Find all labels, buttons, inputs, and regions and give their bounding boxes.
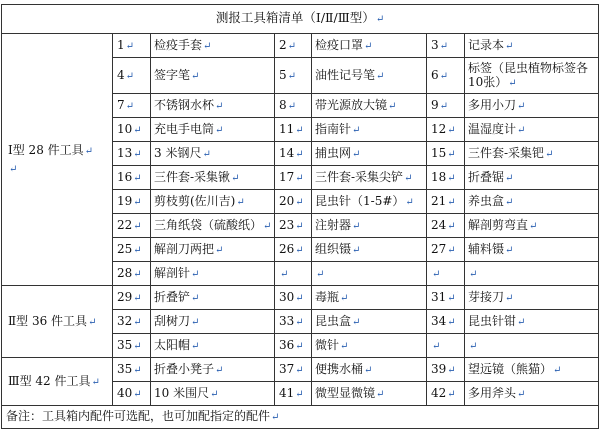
- item-name-cell: [312, 166, 427, 190]
- paragraph-mark-icon: ↵: [439, 70, 449, 82]
- paragraph-mark-icon: ↵: [215, 364, 224, 376]
- item-name-cell: [151, 34, 275, 58]
- item-number-cell: [113, 118, 151, 142]
- tool-group-label: [2, 34, 113, 286]
- paragraph-mark-icon: ↵: [505, 172, 514, 184]
- item-name: 便携水桶: [315, 361, 364, 376]
- item-name: 多用斧头: [468, 385, 517, 400]
- footnote-text: 备注：工具箱内配件可选配，也可加配指定的配件: [6, 409, 271, 423]
- paragraph-mark-icon: ↵: [545, 148, 554, 160]
- item-number-cell: [113, 190, 151, 214]
- item-name-cell: [151, 262, 275, 286]
- paragraph-mark-icon: ↵: [236, 196, 245, 208]
- item-name: 三件套-采集尖铲: [315, 169, 404, 184]
- item-number: 30: [279, 289, 295, 304]
- item-name: 3 米钢尺: [154, 145, 202, 160]
- item-number: 40: [117, 385, 133, 400]
- item-name-cell: [465, 214, 599, 238]
- item-name-cell: [465, 358, 599, 382]
- item-number-cell: [275, 214, 312, 238]
- paragraph-mark-icon: ↵: [439, 100, 449, 112]
- item-number-cell: [427, 382, 465, 406]
- paragraph-mark-icon: ↵: [280, 268, 289, 280]
- paragraph-mark-icon: ↵: [210, 388, 219, 400]
- paragraph-mark-icon: ↵: [133, 172, 142, 184]
- item-number: 2: [279, 37, 287, 52]
- item-name-cell: [465, 382, 599, 406]
- paragraph-mark-icon: ↵: [447, 292, 456, 304]
- item-number: 12: [431, 121, 447, 136]
- item-number: 34: [431, 313, 447, 328]
- item-name-cell: [312, 142, 427, 166]
- paragraph-mark-icon: ↵: [469, 340, 478, 352]
- item-number-cell: [113, 358, 151, 382]
- paragraph-mark-icon: ↵: [271, 412, 280, 423]
- paragraph-mark-icon: ↵: [295, 316, 304, 328]
- item-name-cell: [312, 118, 427, 142]
- item-number-cell: [275, 334, 312, 358]
- item-number: 11: [279, 121, 295, 136]
- item-number: 13: [117, 145, 133, 160]
- item-name: 带光源放大镜: [315, 97, 388, 112]
- document-title: [2, 5, 599, 34]
- note-row: [2, 406, 599, 429]
- paragraph-mark-icon: ↵: [88, 316, 97, 328]
- item-name: 养虫盒: [468, 193, 505, 208]
- item-name: 昆虫针钳: [468, 313, 517, 328]
- item-name: 折叠锯: [468, 169, 505, 184]
- paragraph-mark-icon: ↵: [287, 40, 297, 52]
- item-name: 10 米围尺: [154, 385, 210, 400]
- paragraph-mark-icon: ↵: [125, 70, 135, 82]
- item-name: 折叠小凳子: [154, 361, 215, 376]
- item-name-cell: [312, 310, 427, 334]
- paragraph-mark-icon: ↵: [517, 100, 526, 112]
- item-number: 39: [431, 361, 447, 376]
- item-name-cell: [465, 166, 599, 190]
- item-name: 检疫手套: [154, 37, 203, 52]
- item-name-cell: [312, 34, 427, 58]
- item-name: 三件套-采集锹: [154, 169, 231, 184]
- paragraph-mark-icon: ↵: [364, 40, 373, 52]
- table-row: [2, 34, 599, 58]
- paragraph-mark-icon: ↵: [295, 124, 304, 136]
- paragraph-mark-icon: ↵: [517, 124, 526, 136]
- item-number-cell: [427, 34, 465, 58]
- paragraph-mark-icon: ↵: [133, 148, 142, 160]
- paragraph-mark-icon: ↵: [133, 388, 142, 400]
- paragraph-mark-icon: ↵: [295, 388, 304, 400]
- tool-list-table: [1, 4, 599, 429]
- item-name: 昆虫盒: [315, 313, 352, 328]
- item-name-cell: [465, 238, 599, 262]
- item-number-cell: [275, 118, 312, 142]
- paragraph-mark-icon: ↵: [203, 40, 212, 52]
- paragraph-mark-icon: ↵: [469, 268, 478, 280]
- item-name: 充电手电筒: [154, 121, 215, 136]
- item-number-cell: [275, 34, 312, 58]
- item-name: 注射器: [315, 217, 352, 232]
- paragraph-mark-icon: ↵: [125, 100, 135, 112]
- item-name-cell: [312, 262, 427, 286]
- paragraph-mark-icon: ↵: [352, 316, 361, 328]
- paragraph-mark-icon: ↵: [447, 388, 456, 400]
- item-name: 折叠铲: [154, 289, 191, 304]
- item-name-cell: [151, 166, 275, 190]
- paragraph-mark-icon: ↵: [505, 196, 514, 208]
- item-number: 6: [431, 67, 439, 82]
- paragraph-mark-icon: ↵: [375, 14, 385, 25]
- item-number: 8: [279, 97, 287, 112]
- item-number-cell: [427, 142, 465, 166]
- item-name: 温湿度计: [468, 121, 517, 136]
- item-number: 29: [117, 289, 133, 304]
- item-number-cell: [427, 358, 465, 382]
- item-number-cell: [427, 94, 465, 118]
- item-name-cell: [312, 190, 427, 214]
- item-name: 昆虫针（1-5#）: [315, 193, 405, 208]
- item-number-cell: [275, 262, 312, 286]
- item-name: 标签（昆虫植物标签各10张）: [468, 60, 589, 89]
- item-number-cell: [427, 190, 465, 214]
- item-number-cell: [275, 382, 312, 406]
- item-number: 14: [279, 145, 295, 160]
- paragraph-mark-icon: ↵: [91, 376, 100, 388]
- paragraph-mark-icon: ↵: [133, 292, 142, 304]
- paragraph-mark-icon: ↵: [215, 100, 224, 112]
- item-number-cell: [113, 382, 151, 406]
- paragraph-mark-icon: ↵: [133, 316, 142, 328]
- paragraph-mark-icon: ↵: [133, 340, 142, 352]
- table-row: [2, 358, 599, 382]
- group-label-text: Ⅰ型 28 件工具: [8, 142, 84, 157]
- item-name-cell: [312, 214, 427, 238]
- item-number-cell: [113, 310, 151, 334]
- item-name: 多用小刀: [468, 97, 517, 112]
- paragraph-mark-icon: ↵: [505, 292, 514, 304]
- item-number: 10: [117, 121, 133, 136]
- table-row: [2, 286, 599, 310]
- paragraph-mark-icon: ↵: [215, 244, 224, 256]
- paragraph-mark-icon: ↵: [376, 388, 385, 400]
- item-name: 三角纸袋（硫酸纸）: [154, 217, 263, 232]
- paragraph-mark-icon: ↵: [340, 292, 349, 304]
- item-number-cell: [113, 142, 151, 166]
- paragraph-mark-icon: ↵: [352, 244, 361, 256]
- item-name-cell: [151, 190, 275, 214]
- item-number: 36: [279, 337, 295, 352]
- item-number-cell: [113, 286, 151, 310]
- paragraph-mark-icon: ↵: [295, 172, 304, 184]
- item-name: 指南针: [315, 121, 352, 136]
- item-number-cell: [427, 118, 465, 142]
- item-name-cell: [465, 94, 599, 118]
- item-name: 毒瓶: [315, 289, 340, 304]
- paragraph-mark-icon: ↵: [432, 268, 441, 280]
- item-number: 5: [279, 67, 287, 82]
- item-number-cell: [275, 94, 312, 118]
- paragraph-mark-icon: ↵: [202, 148, 211, 160]
- item-number: 24: [431, 217, 447, 232]
- item-number-cell: [427, 334, 465, 358]
- item-name: 解剖剪弯直: [468, 217, 529, 232]
- item-number: 21: [431, 193, 447, 208]
- item-name-cell: [312, 382, 427, 406]
- item-name-cell: [465, 334, 599, 358]
- item-name: 组织镊: [315, 241, 352, 256]
- item-number-cell: [275, 190, 312, 214]
- item-name: 望远镜（熊猫）: [468, 361, 553, 376]
- paragraph-mark-icon: ↵: [295, 196, 304, 208]
- item-number-cell: [427, 262, 465, 286]
- paragraph-mark-icon: ↵: [191, 70, 200, 82]
- item-name: 剪枝剪(佐川吉): [154, 193, 236, 208]
- item-name-cell: [465, 310, 599, 334]
- item-name: 签字笔: [154, 67, 191, 82]
- paragraph-mark-icon: ↵: [84, 145, 94, 157]
- paragraph-mark-icon: ↵: [447, 172, 456, 184]
- paragraph-mark-icon: ↵: [432, 340, 441, 352]
- item-name-cell: [465, 118, 599, 142]
- item-number-cell: [427, 166, 465, 190]
- item-number-cell: [113, 214, 151, 238]
- item-name: 捕虫网: [315, 145, 352, 160]
- paragraph-mark-icon: ↵: [447, 220, 456, 232]
- item-number: 17: [279, 169, 295, 184]
- item-name: 检疫口罩: [315, 37, 364, 52]
- paragraph-mark-icon: ↵: [447, 148, 456, 160]
- item-number: 15: [431, 145, 447, 160]
- item-name: 辅料镊: [468, 241, 505, 256]
- paragraph-mark-icon: ↵: [295, 292, 304, 304]
- paragraph-mark-icon: ↵: [295, 244, 304, 256]
- item-number: 42: [431, 385, 447, 400]
- item-name: 油性记号笔: [315, 67, 376, 82]
- item-number-cell: [113, 262, 151, 286]
- item-name: 解剖刀两把: [154, 241, 215, 256]
- item-name-cell: [465, 142, 599, 166]
- paragraph-mark-icon: ↵: [133, 364, 142, 376]
- item-number: 23: [279, 217, 295, 232]
- item-name-cell: [312, 334, 427, 358]
- item-number-cell: [113, 334, 151, 358]
- paragraph-mark-icon: ↵: [553, 364, 562, 376]
- item-name-cell: [151, 310, 275, 334]
- item-number-cell: [427, 286, 465, 310]
- paragraph-mark-icon: ↵: [447, 316, 456, 328]
- item-number: 31: [431, 289, 447, 304]
- item-number: 1: [117, 37, 125, 52]
- tool-group-label: [2, 286, 113, 358]
- paragraph-mark-icon: ↵: [125, 40, 135, 52]
- paragraph-mark-icon: ↵: [529, 220, 538, 232]
- title-text: 测报工具箱清单（Ⅰ/Ⅱ/Ⅲ型）: [215, 10, 375, 25]
- item-name-cell: [312, 58, 427, 94]
- item-name-cell: [151, 238, 275, 262]
- item-number: 22: [117, 217, 133, 232]
- paragraph-mark-icon: ↵: [191, 340, 200, 352]
- item-name: 刮树刀: [154, 313, 191, 328]
- item-name: 解剖针: [154, 265, 191, 280]
- paragraph-mark-icon: ↵: [9, 163, 18, 175]
- item-name-cell: [465, 34, 599, 58]
- item-number: 37: [279, 361, 295, 376]
- paragraph-mark-icon: ↵: [133, 220, 142, 232]
- item-number-cell: [427, 214, 465, 238]
- paragraph-mark-icon: ↵: [517, 388, 526, 400]
- item-name: 微针: [315, 337, 340, 352]
- item-number-cell: [275, 358, 312, 382]
- item-number: 28: [117, 265, 133, 280]
- item-number: 9: [431, 97, 439, 112]
- paragraph-mark-icon: ↵: [352, 124, 361, 136]
- item-name-cell: [465, 262, 599, 286]
- item-number: 19: [117, 193, 133, 208]
- paragraph-mark-icon: ↵: [263, 220, 272, 232]
- item-name-cell: [151, 58, 275, 94]
- item-number: 33: [279, 313, 295, 328]
- paragraph-mark-icon: ↵: [447, 364, 456, 376]
- tool-group-label: [2, 358, 113, 406]
- item-number: 16: [117, 169, 133, 184]
- paragraph-mark-icon: ↵: [133, 244, 142, 256]
- item-number: 20: [279, 193, 295, 208]
- paragraph-mark-icon: ↵: [316, 268, 325, 280]
- item-number: 18: [431, 169, 447, 184]
- item-name-cell: [151, 286, 275, 310]
- paragraph-mark-icon: ↵: [295, 340, 304, 352]
- paragraph-mark-icon: ↵: [364, 364, 373, 376]
- paragraph-mark-icon: ↵: [404, 172, 413, 184]
- paragraph-mark-icon: ↵: [447, 124, 456, 136]
- item-name-cell: [151, 382, 275, 406]
- paragraph-mark-icon: ↵: [191, 316, 200, 328]
- item-number: 25: [117, 241, 133, 256]
- group-label-text: Ⅲ型 42 件工具: [8, 373, 91, 388]
- paragraph-mark-icon: ↵: [191, 292, 200, 304]
- item-number: 41: [279, 385, 295, 400]
- item-name: 微型显微镜: [315, 385, 376, 400]
- item-number-cell: [427, 310, 465, 334]
- item-number-cell: [275, 142, 312, 166]
- item-name-cell: [465, 286, 599, 310]
- item-number: 3: [431, 37, 439, 52]
- item-number-cell: [275, 58, 312, 94]
- title-row: [2, 5, 599, 34]
- paragraph-mark-icon: ↵: [133, 124, 142, 136]
- item-name: 三件套-采集钯: [468, 145, 545, 160]
- paragraph-mark-icon: ↵: [287, 70, 297, 82]
- item-name-cell: [151, 214, 275, 238]
- item-number: 7: [117, 97, 125, 112]
- paragraph-mark-icon: ↵: [215, 124, 224, 136]
- paragraph-mark-icon: ↵: [376, 70, 385, 82]
- paragraph-mark-icon: ↵: [388, 100, 397, 112]
- item-number: 35: [117, 337, 133, 352]
- item-number-cell: [275, 166, 312, 190]
- paragraph-mark-icon: ↵: [231, 172, 240, 184]
- paragraph-mark-icon: ↵: [517, 316, 526, 328]
- paragraph-mark-icon: ↵: [295, 364, 304, 376]
- paragraph-mark-icon: ↵: [447, 244, 456, 256]
- paragraph-mark-icon: ↵: [439, 40, 449, 52]
- item-number: 26: [279, 241, 295, 256]
- item-name: 记录本: [468, 37, 505, 52]
- item-number-cell: [275, 310, 312, 334]
- paragraph-mark-icon: ↵: [191, 268, 200, 280]
- item-number-cell: [427, 58, 465, 94]
- item-name-cell: [312, 358, 427, 382]
- item-number-cell: [275, 238, 312, 262]
- paragraph-mark-icon: ↵: [352, 148, 361, 160]
- item-number: 32: [117, 313, 133, 328]
- item-number-cell: [427, 238, 465, 262]
- paragraph-mark-icon: ↵: [505, 244, 514, 256]
- item-name-cell: [465, 190, 599, 214]
- paragraph-mark-icon: ↵: [295, 148, 304, 160]
- paragraph-mark-icon: ↵: [287, 100, 297, 112]
- item-name-cell: [151, 334, 275, 358]
- item-name: 太阳帽: [154, 337, 191, 352]
- item-name-cell: [312, 238, 427, 262]
- item-name-cell: [151, 94, 275, 118]
- paragraph-mark-icon: ↵: [405, 196, 414, 208]
- item-name-cell: [312, 94, 427, 118]
- item-number-cell: [113, 94, 151, 118]
- item-number-cell: [113, 166, 151, 190]
- paragraph-mark-icon: ↵: [133, 196, 142, 208]
- paragraph-mark-icon: ↵: [295, 220, 304, 232]
- item-number: 35: [117, 361, 133, 376]
- item-number-cell: [113, 34, 151, 58]
- paragraph-mark-icon: ↵: [340, 340, 349, 352]
- item-number-cell: [275, 286, 312, 310]
- item-name-cell: [312, 286, 427, 310]
- paragraph-mark-icon: ↵: [508, 77, 517, 89]
- item-number-cell: [113, 58, 151, 94]
- item-name-cell: [151, 142, 275, 166]
- item-name-cell: [151, 118, 275, 142]
- paragraph-mark-icon: ↵: [447, 196, 456, 208]
- item-number-cell: [113, 238, 151, 262]
- item-name-cell: [151, 358, 275, 382]
- group-label-text: Ⅱ型 36 件工具: [8, 313, 88, 328]
- item-number: 4: [117, 67, 125, 82]
- item-name-cell: [465, 58, 599, 94]
- paragraph-mark-icon: ↵: [505, 40, 514, 52]
- footnote: [2, 406, 599, 429]
- paragraph-mark-icon: ↵: [133, 268, 142, 280]
- item-number: 27: [431, 241, 447, 256]
- item-name: 不锈钢水杯: [154, 97, 215, 112]
- item-name: 芽接刀: [468, 289, 505, 304]
- paragraph-mark-icon: ↵: [352, 220, 361, 232]
